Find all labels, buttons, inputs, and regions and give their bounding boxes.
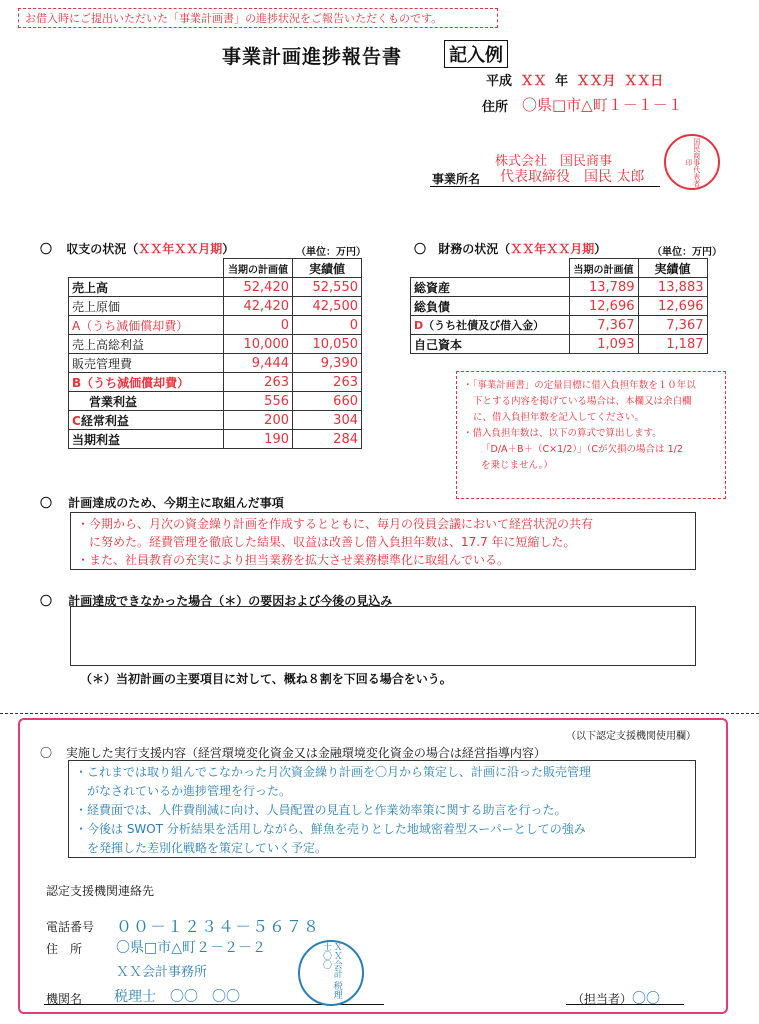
efforts-line: ・今期から、月次の資金繰り計画を作成するとともに、毎月の役員会議において経営状況の共有 bbox=[77, 517, 594, 531]
page-title: 事業計画進捗報告書 bbox=[222, 46, 403, 68]
row-label-cell bbox=[69, 373, 224, 392]
date-year: ＸＸ bbox=[520, 74, 547, 89]
plan-value: 200 bbox=[224, 411, 293, 430]
plan-value: 42,420 bbox=[224, 297, 293, 316]
actual-value: 304 bbox=[293, 411, 362, 430]
support-caption: （以下認定支援機関使用欄） bbox=[566, 731, 696, 742]
row-label: 売上高総利益 bbox=[69, 335, 224, 354]
representative-underline bbox=[430, 186, 660, 187]
support-line: ・これまでは取り組んでこなかった月次資金繰り計画を〇月から策定し、計画に沿った販売管理 bbox=[75, 765, 592, 779]
income-section-heading bbox=[40, 240, 234, 257]
table-row bbox=[69, 335, 362, 354]
plan-value: 13,789 bbox=[569, 278, 638, 297]
finance-title-close: ） bbox=[594, 242, 607, 256]
contact-address-label: 住 所 bbox=[46, 942, 83, 956]
actual-value: 13,883 bbox=[638, 278, 707, 297]
plan-value: 9,444 bbox=[224, 354, 293, 373]
actual-value: 284 bbox=[293, 430, 362, 449]
row-label: 総資産 bbox=[411, 278, 570, 297]
efforts-line: ・また、社員教育の充実により担当業務を拡大させ業務標準化に取組んでいる。 bbox=[77, 553, 510, 567]
row-prefix: C bbox=[72, 413, 81, 428]
table-row bbox=[69, 354, 362, 373]
actual-value: 263 bbox=[293, 373, 362, 392]
income-bullet: 〇 bbox=[40, 242, 53, 256]
table-row bbox=[69, 392, 362, 411]
actual-value: 0 bbox=[293, 316, 362, 335]
notice-banner: お借入時にご提出いただいた「事業計画書」の進捗状況をご報告いただくものです。 bbox=[18, 8, 498, 28]
note-line: ・借入負担年数は、以下の算式で算出します。 bbox=[463, 428, 662, 439]
table-row bbox=[69, 430, 362, 449]
income-header-row bbox=[69, 259, 362, 278]
failure-footnote: （＊）当初計画の主要項目に対して、概ね８割を下回る場合をいう。 bbox=[80, 672, 452, 686]
row-prefix: D bbox=[414, 319, 424, 332]
support-line: を発揮した差別化戦略を策定していく予定。 bbox=[87, 841, 328, 855]
plan-value: 556 bbox=[224, 392, 293, 411]
note-line: に、借入負担年数を記入してください。 bbox=[473, 412, 645, 423]
row-label: 当期利益 bbox=[69, 430, 224, 449]
row-label-cell bbox=[69, 411, 224, 430]
row-label: 経常利益 bbox=[80, 413, 129, 428]
person-underline bbox=[566, 1004, 684, 1005]
row-label: 売上原価 bbox=[69, 297, 224, 316]
failure-box[interactable] bbox=[70, 606, 696, 666]
representative-name: 代表取締役 国民 太郎 bbox=[500, 169, 645, 185]
business-name-label: 事業所名 bbox=[432, 172, 481, 186]
person-label: （担当者） bbox=[572, 992, 633, 1006]
plan-value: 7,367 bbox=[569, 316, 638, 335]
company-name: 株式会社 国民商事 bbox=[495, 154, 613, 169]
table-row bbox=[411, 278, 708, 297]
income-unit: （単位：万円） bbox=[296, 247, 366, 258]
row-label: （うち減価償却費） bbox=[80, 318, 189, 333]
income-header-blank bbox=[69, 259, 224, 278]
note-line: 「D/A＋B＋（C×1/2）」（Cが欠損の場合は 1/2 bbox=[481, 444, 683, 455]
income-col-plan: 当期の計画値 bbox=[224, 259, 293, 278]
failure-bullet: 〇 bbox=[40, 594, 53, 608]
org-value: 税理士 〇〇 〇〇 bbox=[114, 989, 240, 1005]
row-label: 総負債 bbox=[411, 297, 570, 316]
income-table bbox=[68, 258, 362, 449]
efforts-box bbox=[70, 512, 696, 570]
row-label: 営業利益 bbox=[69, 392, 224, 411]
address-value: 〇県□市△町１－１－１ bbox=[522, 96, 683, 114]
year-unit: 年 bbox=[555, 74, 569, 89]
income-period: ＸＸ年ＸＸ月期 bbox=[138, 242, 223, 256]
section-separator bbox=[0, 713, 759, 714]
finance-bullet: 〇 bbox=[414, 242, 427, 256]
efforts-heading bbox=[40, 494, 284, 511]
table-row bbox=[69, 411, 362, 430]
table-row bbox=[69, 316, 362, 335]
note-line: ・「事業計画書」の定量目標に借入負担年数を１０年以 bbox=[463, 380, 696, 391]
plan-value: 12,696 bbox=[569, 297, 638, 316]
person-in-charge bbox=[572, 988, 660, 1008]
plan-value: 263 bbox=[224, 373, 293, 392]
actual-value: 660 bbox=[293, 392, 362, 411]
example-badge: 記入例 bbox=[444, 40, 508, 68]
person-value: 〇〇 bbox=[632, 991, 661, 1007]
finance-unit: （単位：万円） bbox=[652, 247, 722, 258]
row-label-cell bbox=[411, 316, 570, 335]
support-line: ・今後は SWOT 分析結果を活用しながら、鮮魚を売りとした地域密着型スーパーとしての強み bbox=[75, 822, 586, 836]
actual-value: 42,500 bbox=[293, 297, 362, 316]
plan-value: 190 bbox=[224, 430, 293, 449]
table-row bbox=[69, 297, 362, 316]
row-label: 自己資本 bbox=[411, 335, 570, 354]
table-row bbox=[69, 373, 362, 392]
era: 平成 bbox=[486, 74, 513, 89]
efforts-line: に努めた。経費管理を徹底した結果、収益は改善し借入負担年数は、17.7 年に短縮した。 bbox=[89, 535, 576, 549]
finance-col-plan: 当期の計画値 bbox=[569, 259, 638, 278]
row-label: （うち社債及び借入金） bbox=[423, 319, 545, 332]
date-month: ＸＸ月 bbox=[576, 74, 616, 89]
failure-title: 計画達成できなかった場合（＊）の要因および今後の見込み bbox=[68, 594, 393, 608]
efforts-title: 計画達成のため、今期主に取組んだ事項 bbox=[68, 496, 284, 510]
address-label: 住所 bbox=[482, 100, 509, 115]
finance-header-row bbox=[411, 259, 708, 278]
plan-value: 52,420 bbox=[224, 278, 293, 297]
finance-header-blank bbox=[411, 259, 570, 278]
phone-value: ００－１２３４－５６７８ bbox=[116, 917, 321, 936]
date-day: ＸＸ日 bbox=[624, 74, 664, 89]
actual-value: 10,050 bbox=[293, 335, 362, 354]
borrowing-years-note bbox=[456, 371, 726, 499]
row-label: （うち減価償却費） bbox=[81, 375, 190, 390]
date-line bbox=[486, 70, 663, 89]
row-label: 売上高 bbox=[69, 278, 224, 297]
plan-value: 0 bbox=[224, 316, 293, 335]
actual-value: 9,390 bbox=[293, 354, 362, 373]
table-row bbox=[69, 278, 362, 297]
row-label-cell bbox=[69, 316, 224, 335]
plan-value: 1,093 bbox=[569, 335, 638, 354]
support-line: がなされているか進捗管理を行った。 bbox=[87, 784, 292, 798]
finance-section-heading bbox=[414, 240, 606, 257]
note-line: 下とする内容を掲げている場合は、本欄又は余白欄 bbox=[473, 396, 692, 407]
row-prefix: B bbox=[72, 375, 82, 390]
actual-value: 7,367 bbox=[638, 316, 707, 335]
finance-col-actual: 実績値 bbox=[638, 259, 707, 278]
finance-table bbox=[410, 258, 708, 354]
plan-value: 10,000 bbox=[224, 335, 293, 354]
finance-title: 財務の状況（ bbox=[438, 242, 511, 256]
support-box bbox=[68, 760, 696, 858]
office-name: ＸＸ会計事務所 bbox=[116, 965, 208, 980]
company-seal-stamp: 国民商事代表者印 bbox=[664, 134, 720, 190]
note-line: を乗じません。） bbox=[481, 460, 553, 471]
support-bullet: 〇 bbox=[40, 746, 53, 760]
row-label: 販売管理費 bbox=[69, 354, 224, 373]
table-row bbox=[411, 316, 708, 335]
contact-title: 認定支援機関連絡先 bbox=[46, 884, 155, 898]
income-title-close: ） bbox=[222, 242, 235, 256]
actual-value: 1,187 bbox=[638, 335, 707, 354]
table-row bbox=[411, 297, 708, 316]
accountant-seal-stamp: ＸＸ会計 税理士〇〇 bbox=[298, 940, 364, 1006]
contact-address-value: 〇県□市△町２－２－２ bbox=[116, 940, 266, 956]
actual-value: 52,550 bbox=[293, 278, 362, 297]
income-col-actual: 実績値 bbox=[293, 259, 362, 278]
efforts-bullet: 〇 bbox=[40, 496, 53, 510]
support-heading bbox=[40, 744, 546, 761]
support-line: ・経費面では、人件費削減に向け、人員配置の見直しと作業効率策に関する助言を行った。 bbox=[75, 803, 567, 817]
support-title: 実施した実行支援内容（経営環境変化資金又は金融環境変化資金の場合は経営指導内容） bbox=[65, 746, 546, 760]
finance-period: ＸＸ年ＸＸ月期 bbox=[510, 242, 595, 256]
income-title: 収支の状況（ bbox=[66, 242, 139, 256]
phone-label: 電話番号 bbox=[46, 920, 95, 934]
table-row bbox=[411, 335, 708, 354]
actual-value: 12,696 bbox=[638, 297, 707, 316]
org-label: 機関名 bbox=[46, 992, 83, 1006]
row-prefix: A bbox=[72, 318, 81, 333]
